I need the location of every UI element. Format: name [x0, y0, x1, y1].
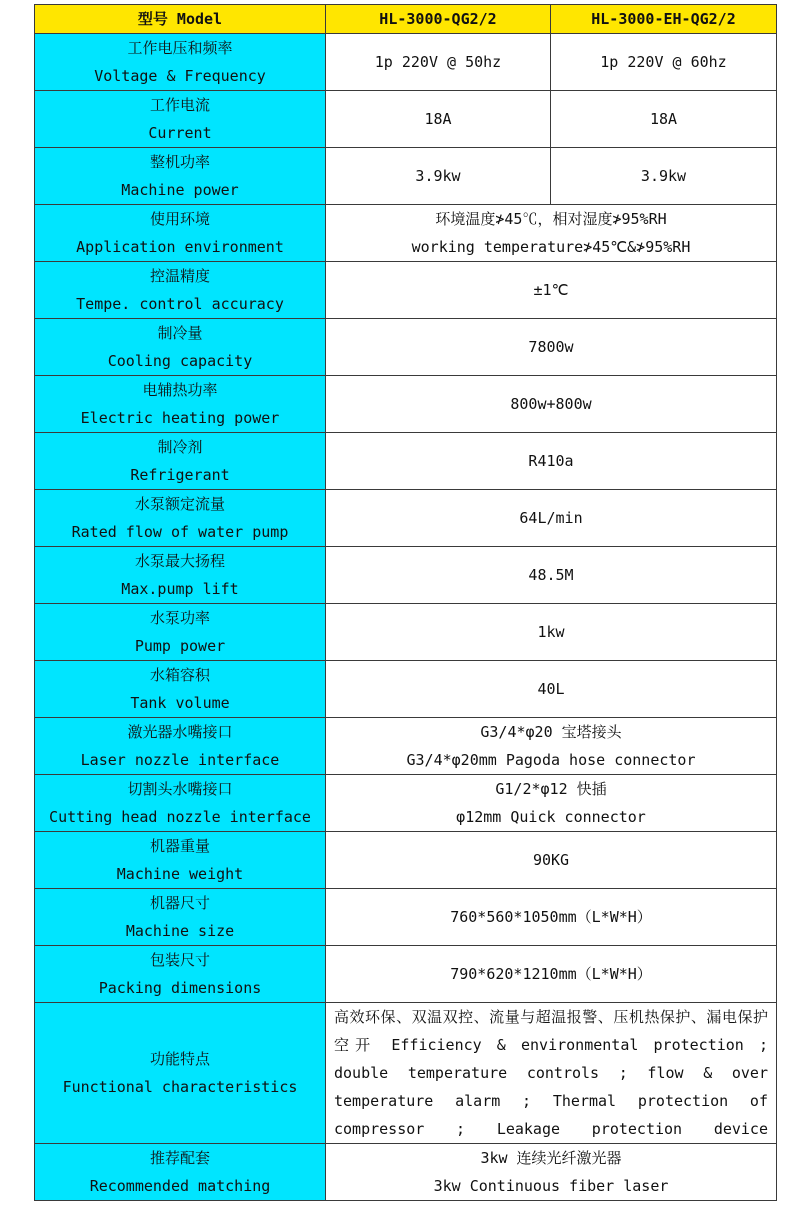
label-en: Functional characteristics [62, 1078, 298, 1096]
table-row [35, 490, 777, 547]
shared-value [326, 490, 777, 547]
table-row [35, 661, 777, 718]
shared-value [326, 832, 777, 889]
label-en: Current [148, 124, 212, 142]
value-text: R410a [528, 452, 574, 470]
row-label [35, 547, 326, 604]
value-text: 环境温度≯45℃，相对湿度≯95%RH [435, 210, 667, 228]
label-en: Machine weight [116, 865, 244, 883]
label-en: Tank volume [130, 694, 230, 712]
table-row [35, 547, 777, 604]
features-text: 高效环保、双温双控、流量与超温报警、压机热保护、漏电保护空开 Efficiency & environmental protection ; double temperature controls ; flow & over temperature alarm ; Thermal protection of compressor ; Leakage protection device [334, 1008, 768, 1138]
value-text: 90KG [532, 851, 570, 869]
features-value [326, 1003, 777, 1144]
model-a-value [326, 34, 551, 91]
value-text: φ12mm Quick connector [456, 808, 646, 826]
row-label [35, 262, 326, 319]
table-row [35, 376, 777, 433]
label-en: Machine power [121, 181, 239, 199]
spec-table-body [35, 5, 777, 1201]
label-zh: 激光器水嘴接口 [127, 723, 233, 741]
value-text: 1kw [537, 623, 565, 641]
row-label [35, 946, 326, 1003]
row-label [35, 433, 326, 490]
table-row [35, 205, 777, 262]
shared-value [326, 319, 777, 376]
value-text: 18A [424, 110, 452, 128]
value-text: 3.9kw [415, 167, 461, 185]
label-zh: 水箱容积 [149, 666, 210, 684]
table-row [35, 718, 777, 775]
label-zh: 使用环境 [149, 210, 210, 228]
row-label [35, 604, 326, 661]
label-en: Recommended matching [89, 1177, 271, 1195]
shared-value [326, 262, 777, 319]
model-b-header: HL-3000-EH-QG2/2 [551, 5, 777, 34]
row-label [35, 775, 326, 832]
label-en: Voltage & Frequency [94, 67, 266, 85]
label-zh: 切割头水嘴接口 [127, 780, 233, 798]
shared-value [326, 946, 777, 1003]
value-text: working temperature≯45℃&≯95%RH [411, 238, 691, 256]
model-a-value [326, 91, 551, 148]
spec-table [34, 4, 777, 1201]
label-en: Pump power [134, 637, 226, 655]
label-zh: 水泵额定流量 [134, 495, 225, 513]
shared-value [326, 604, 777, 661]
label-zh: 包装尺寸 [149, 951, 210, 969]
label-zh: 推荐配套 [149, 1149, 210, 1167]
table-row [35, 91, 777, 148]
label-zh: 机器尺寸 [149, 894, 210, 912]
table-row [35, 889, 777, 946]
label-en: Refrigerant [130, 466, 230, 484]
shared-value [326, 718, 777, 775]
value-text: 48.5M [528, 566, 574, 584]
label-en: Cooling capacity [107, 352, 253, 370]
label-zh: 工作电压和频率 [127, 39, 233, 57]
row-label [35, 34, 326, 91]
label-en: Machine size [125, 922, 235, 940]
value-text: ±1℃ [533, 281, 569, 299]
table-row [35, 148, 777, 205]
model-b-value [551, 91, 777, 148]
label-zh: 整机功率 [149, 153, 210, 171]
label-en: Max.pump lift [121, 580, 239, 598]
row-label [35, 376, 326, 433]
value-text: 18A [649, 110, 678, 128]
value-text: G3/4*φ20mm Pagoda hose connector [406, 751, 696, 769]
label-zh: 机器重量 [149, 837, 210, 855]
label-en: Cutting head nozzle interface [49, 808, 311, 826]
label-en: Electric heating power [80, 409, 280, 427]
row-label [35, 148, 326, 205]
value-text: 7800w [528, 338, 574, 356]
table-row [35, 946, 777, 1003]
recommended-row [35, 1144, 777, 1201]
label-en: Packing dimensions [98, 979, 262, 997]
row-label [35, 718, 326, 775]
table-row [35, 832, 777, 889]
shared-value [326, 889, 777, 946]
label-en: Laser nozzle interface [80, 751, 280, 769]
model-b-value [551, 148, 777, 205]
value-text: G3/4*φ20 宝塔接头 [480, 723, 622, 741]
label-zh: 电辅热功率 [142, 381, 218, 399]
table-row [35, 433, 777, 490]
value-text: 1p 220V @ 60hz [600, 53, 727, 71]
shared-value [326, 775, 777, 832]
row-label [35, 832, 326, 889]
label-zh: 工作电流 [149, 96, 210, 114]
value-text: 1p 220V @ 50hz [374, 53, 502, 71]
shared-value [326, 547, 777, 604]
table-row [35, 34, 777, 91]
shared-value [326, 661, 777, 718]
table-header-row [35, 5, 777, 34]
model-b-value [551, 34, 777, 91]
row-label [35, 490, 326, 547]
label-en: Application environment [76, 238, 284, 256]
row-label [35, 91, 326, 148]
shared-value [326, 205, 777, 262]
label-zh: 制冷量 [157, 324, 203, 342]
row-label [35, 1003, 326, 1144]
row-label [35, 205, 326, 262]
value-text: 3kw 连续光纤激光器 [480, 1149, 622, 1167]
row-label [35, 1144, 326, 1201]
model-header-label: 型号 Model [35, 5, 326, 34]
label-zh: 水泵最大扬程 [134, 552, 225, 570]
table-row [35, 604, 777, 661]
shared-value [326, 376, 777, 433]
value-text: 800w+800w [510, 395, 592, 413]
value-text: 3kw Continuous fiber laser [433, 1177, 669, 1195]
table-row [35, 319, 777, 376]
value-text: 760*560*1050mm（L*W*H） [450, 908, 652, 926]
recommended-value [326, 1144, 777, 1201]
shared-value [326, 433, 777, 490]
value-text: G1/2*φ12 快插 [495, 780, 607, 798]
value-text: 64L/min [519, 509, 583, 527]
label-zh: 控温精度 [149, 267, 210, 285]
model-a-value [326, 148, 551, 205]
label-en: Tempe. control accuracy [76, 295, 284, 313]
label-zh: 制冷剂 [157, 438, 203, 456]
features-row [35, 1003, 777, 1144]
value-text: 3.9kw [640, 167, 687, 185]
label-zh: 水泵功率 [149, 609, 210, 627]
row-label [35, 889, 326, 946]
table-row [35, 262, 777, 319]
value-text: 40L [537, 680, 565, 698]
model-a-header: HL-3000-QG2/2 [326, 5, 551, 34]
table-row [35, 775, 777, 832]
row-label [35, 661, 326, 718]
label-en: Rated flow of water pump [71, 523, 289, 541]
label-zh: 功能特点 [149, 1050, 210, 1068]
row-label [35, 319, 326, 376]
value-text: 790*620*1210mm（L*W*H） [450, 965, 652, 983]
